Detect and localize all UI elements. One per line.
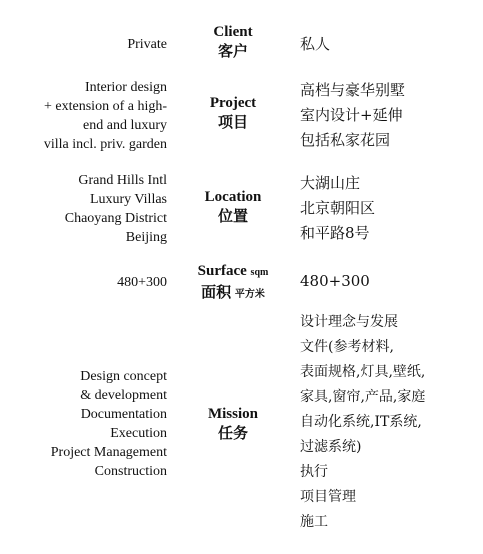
project-en [0,78,167,154]
surface-label-en-line [178,261,288,283]
surface-en [0,273,167,292]
surface-zh-line: 480+300 [300,272,370,290]
mission-zh-line: 文件(参考材料, [300,339,394,355]
mission-en-line: Project Management [50,445,167,460]
mission-label-zh: 任务 [217,426,248,442]
location-en-line: Beijing [125,230,167,245]
location-zh-line: 大湖山庄 [300,174,361,192]
project-label [180,93,286,133]
project-en-line: Interior design [84,80,167,95]
project-label-zh: 项目 [217,115,248,131]
mission-en-line: Design concept [80,369,167,384]
project-label-en: Project [209,95,257,111]
project-en-line: villa incl. priv. garden [43,137,167,152]
client-en-line: Private [127,37,167,52]
location-zh-line: 北京朝阳区 [300,199,376,217]
location-en-line: Luxury Villas [89,192,167,207]
mission-zh-line: 施工 [300,514,328,530]
mission-zh-line: 表面规格,灯具,壁纸, [300,364,426,380]
mission-en-line: Execution [110,426,167,441]
mission-en-line: & development [80,388,167,403]
client-label [180,22,286,62]
surface-label-en: Surface [197,263,247,279]
location-zh-line: 和平路8号 [300,224,370,242]
mission-zh-line: 执行 [300,464,328,480]
client-label-en: Client [213,24,253,40]
location-en-line: Grand Hills Intl [78,173,167,188]
surface-label-zh: 面积 [201,285,232,301]
client-en [0,35,167,54]
project-zh-line: 室内设计+延伸 [300,106,403,124]
project-en-line: end and luxury [83,118,167,133]
project-zh [300,78,480,153]
location-en-line: Chaoyang District [64,211,167,226]
surface-en-line: 480+300 [117,275,167,290]
project-en-line: + extension of a high- [44,99,167,114]
mission-zh [300,310,480,535]
mission-label-en: Mission [207,406,258,422]
mission-zh-line: 过滤系统) [300,439,362,455]
mission-en [0,367,167,481]
mission-en-line: Construction [94,464,167,479]
mission-zh-line: 自动化系统,IT系统, [300,414,422,430]
surface-label [178,261,288,305]
mission-label [180,404,286,444]
mission-en-line: Documentation [80,407,167,422]
surface-label-zh-line [178,283,288,305]
client-label-zh: 客户 [217,44,248,60]
project-zh-line: 包括私家花园 [300,131,391,149]
location-zh [300,171,480,246]
client-zh [300,32,480,57]
surface-unit-zh: 平方米 [234,289,265,300]
project-zh-line: 高档与豪华别墅 [300,81,406,99]
mission-zh-line: 家具,窗帘,产品,家庭 [300,389,426,405]
client-zh-line: 私人 [300,35,331,53]
location-label-en: Location [204,189,262,205]
surface-unit-en: sqm [250,267,269,278]
surface-zh [300,269,480,294]
location-label [180,187,286,227]
mission-zh-line: 设计理念与发展 [300,314,398,330]
mission-zh-line: 项目管理 [300,489,356,505]
location-en [0,171,167,247]
location-label-zh: 位置 [217,209,248,225]
